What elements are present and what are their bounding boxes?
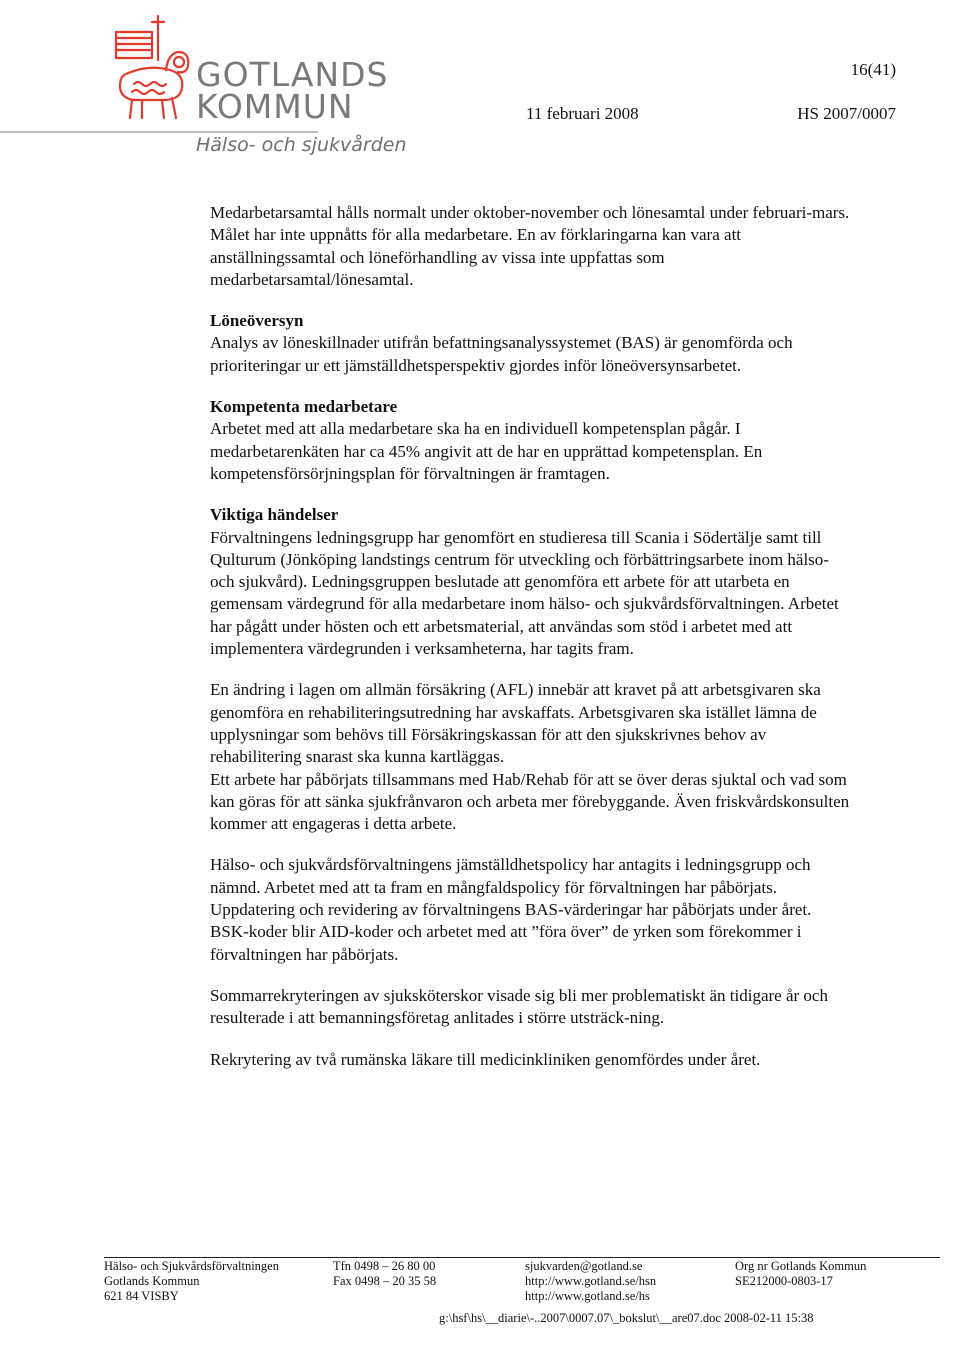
footer-file-path: g:\hsf\hs\__diarie\-..2007\0007.07\_bokslut\__are07.doc 2008-02-11 15:38 — [439, 1311, 814, 1325]
document-date: 11 februari 2008 — [526, 104, 639, 123]
document-body — [210, 202, 850, 1090]
footer-line: Fax 0498 – 20 35 58 — [333, 1274, 437, 1288]
footer-line: 621 84 VISBY — [104, 1289, 179, 1303]
footer-email-link[interactable]: sjukvarden@gotland.se — [525, 1259, 643, 1273]
paragraph-afl: En ändring i lagen om allmän försäkring (AFL) innebär att kravet på att arbetsgivaren ska genomföra en rehabiliteringsutredning har avskaffats. Arbetsgivaren ska istället lämna de upplysningar som behövs till Försäkringskassan för att den sjukskrivnes behov av rehabilitering snarast ska kunna kartläggas. — [210, 680, 821, 767]
footer-web-link-hsn[interactable]: http://www.gotland.se/hsn — [525, 1274, 657, 1288]
footer-phone — [333, 1259, 436, 1289]
header-rule — [0, 131, 318, 133]
paragraph-viktiga-handelser: Förvaltningens ledningsgrupp har genomfört en studieresa till Scania i Södertälje samt till Qulturum (Jönköping landstings centrum för utveckling och förbättringsarbete inom hälso- och sjukvård). Ledningsgruppen beslutade att genomföra ett arbete för att utarbeta en gemensam värdegrund för alla medarbetare inom hälso- och sjukvårdsförvaltningen. Arbetet har pågått under hösten och ett arbetsmaterial, att användas som stöd i arbetet med att implementera värdegrunden i verksamheterna, har tagits fram. — [210, 527, 839, 659]
heading-loneoversyn: Löneöversyn — [210, 311, 304, 331]
footer-web-link-hs[interactable]: http://www.gotland.se/hs — [525, 1289, 650, 1303]
document-reference: HS 2007/0007 — [797, 104, 896, 123]
paragraph-medarbetarsamtal: Medarbetarsamtal hålls normalt under oktober-november och lönesamtal under februari-mars. Målet har inte uppnåtts för alla medarbetare. En av förklaringarna kan vara att anställningssamtal och löneförhandling av vissa inte uppfattas som medarbetarsamtal/lönesamtal. — [210, 203, 850, 289]
footer-line: Tfn 0498 – 26 80 00 — [333, 1259, 436, 1273]
gotlands-kommun-logo — [108, 14, 407, 164]
heading-viktiga-handelser: Viktiga händelser — [210, 505, 339, 525]
footer-line: Hälso- och Sjukvårdsförvaltningen — [104, 1259, 279, 1273]
footer-line: Gotlands Kommun — [104, 1274, 200, 1288]
page-number: 16(41) — [850, 60, 896, 79]
paragraph-jamstalldhetspolicy: Hälso- och sjukvårdsförvaltningens jämställdhetspolicy har antagits i ledningsgrupp och nämnd. Arbetet med att ta fram en mångfaldspolicy för förvaltningen har påbörjats. — [210, 855, 811, 897]
logo-title-line2: KOMMUN — [196, 87, 354, 126]
logo-subtitle: Hälso- och sjukvården — [196, 134, 407, 156]
footer-address — [104, 1259, 279, 1304]
paragraph-kompetenta-medarbetare: Arbetet med att alla medarbetare ska ha en individuell kompetensplan pågår. I medarbetarenkäten har ca 45% angivit att de har en upprättad kompetensplan. En kompetensförsörjningsplan för förvaltningen är framtagen. — [210, 419, 763, 483]
paragraph-loneoversyn: Analys av löneskillnader utifrån befattningsanalyssystemet (BAS) är genomförda och prioriteringar ur ett jämställdhetsperspektiv gjordes inför löneöversynsarbetet. — [210, 333, 793, 375]
paragraph-bas-varderingar: Uppdatering och revidering av förvaltningens BAS-värderingar har påbörjats under året. BSK-koder blir AID-koder och arbetet med att ”föra över” de yrken som förekommer i förvaltningen har påbörjats. — [210, 900, 812, 964]
heading-kompetenta-medarbetare: Kompetenta medarbetare — [210, 397, 398, 417]
footer-line: Org nr Gotlands Kommun — [735, 1259, 867, 1273]
footer-rule — [104, 1257, 940, 1258]
paragraph-sommarrekrytering: Sommarrekryteringen av sjuksköterskor visade sig bli mer problematiskt än tidigare år och resulterade i att bemanningsföretag anlitades i större utsträck-ning. — [210, 985, 828, 1028]
ram-emblem-icon — [108, 14, 194, 124]
logo-title-line1: GOTLANDS — [196, 55, 389, 94]
paragraph-rekrytering: Rekrytering av två rumänska läkare till medicinkliniken genomfördes under året. — [210, 1049, 761, 1069]
paragraph-hab-rehab: Ett arbete har påbörjats tillsammans med Hab/Rehab för att se över deras sjuktal och vad som kan göras för att sänka sjukfrånvaron och arbeta mer förebyggande. Även friskvårdskonsulten kommer att engageras i detta arbete. — [210, 769, 850, 834]
footer-contact — [525, 1259, 656, 1304]
footer-line: SE212000-0803-17 — [735, 1274, 833, 1288]
footer-org-number — [735, 1259, 866, 1289]
